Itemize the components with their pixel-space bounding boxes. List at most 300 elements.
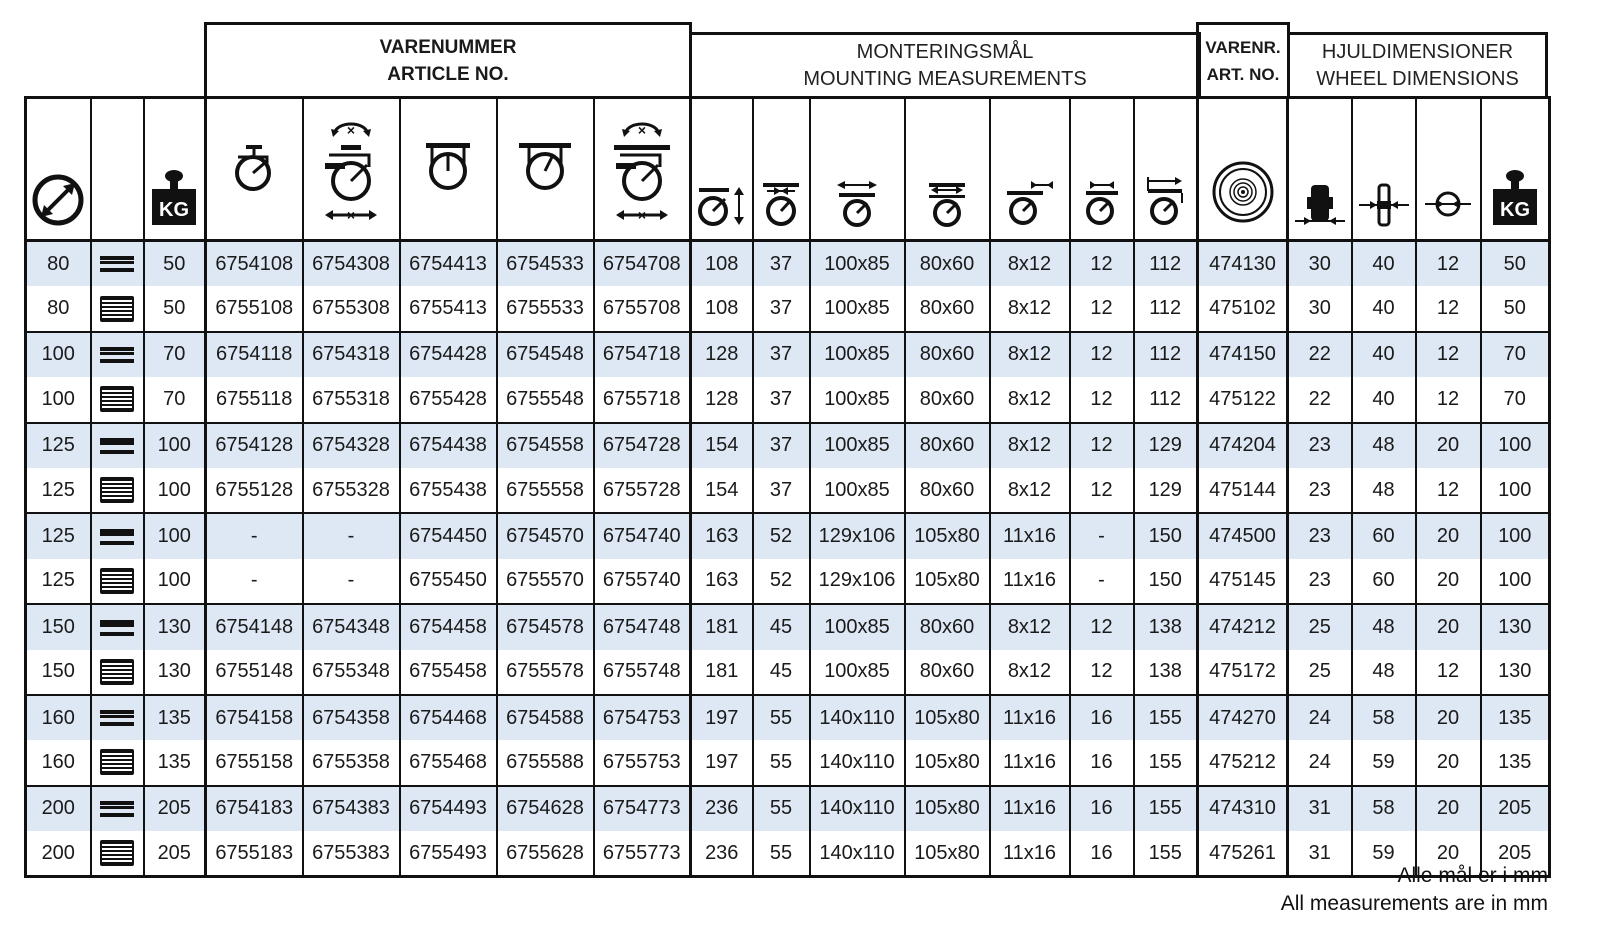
cell-article-no: 6754533 [497,241,594,287]
cell-mounting: 154 [691,468,753,513]
cell-tread [91,332,144,377]
svg-text:×: × [346,122,356,138]
cell-mounting: 37 [753,286,810,331]
wheel-icon [1212,161,1274,223]
table-row [26,423,1550,468]
cell-diameter: 80 [26,241,91,287]
cell-mounting: 55 [753,695,810,740]
cell-wheel-art-no: 474150 [1198,332,1288,377]
cell-wheel-dim: 60 [1352,559,1416,604]
cell-mounting: 12 [1070,604,1134,649]
cell-mounting: 80x60 [905,650,990,695]
cell-mounting: 37 [753,423,810,468]
cell-article-no: - [206,559,303,604]
cell-diameter: 150 [26,604,91,649]
cell-mounting: 55 [753,740,810,785]
cell-article-no: 6754118 [206,332,303,377]
cell-tread [91,468,144,513]
cell-article-no: 6754358 [303,695,400,740]
swivel-castor-icon [231,143,277,193]
col-header-swivel-radius [1134,98,1198,241]
cell-diameter: 125 [26,468,91,513]
cell-diameter: 100 [26,332,91,377]
article-no-group-header [204,22,692,99]
cell-mounting: 100x85 [810,468,905,513]
swivel-plate-castor-with-brake-icon [610,119,674,227]
cell-article-no: 6755740 [594,559,691,604]
single-tread-icon [100,529,134,545]
col-header-tread [91,98,144,241]
cell-wheel-dim: 40 [1352,332,1416,377]
cell-wheel-dim: 23 [1288,423,1352,468]
cell-mounting: 11x16 [990,513,1070,558]
cell-wheel-dim: 12 [1416,286,1481,331]
col-header-wheel [1198,98,1288,241]
cell-wheel-dim: 12 [1416,377,1481,422]
cell-wheel-dim: 100 [1481,559,1550,604]
bolt-size-icon [1082,181,1122,227]
cell-article-no: 6754570 [497,513,594,558]
cell-load: 205 [144,786,206,831]
cell-mounting: 16 [1070,695,1134,740]
single-tread-icon [100,801,134,817]
cell-mounting: 236 [691,786,753,831]
cell-mounting: 181 [691,604,753,649]
wheel-dim-header-line2: WHEEL DIMENSIONS [1316,67,1519,90]
overall-height-icon [697,185,747,227]
cell-mounting: 155 [1134,786,1198,831]
mounting-header-line1: MONTERINGSMÅL [856,40,1034,63]
cell-diameter: 125 [26,559,91,604]
cell-article-no: 6755383 [303,831,400,877]
mounting-header-line2: MOUNTING MEASUREMENTS [803,67,1087,90]
cell-article-no: 6754748 [594,604,691,649]
cell-mounting: 12 [1070,377,1134,422]
cell-article-no: - [303,513,400,558]
cell-wheel-dim: 58 [1352,786,1416,831]
cell-article-no: 6755450 [400,559,497,604]
cell-article-no: 6755128 [206,468,303,513]
cell-wheel-dim: 22 [1288,332,1352,377]
multi-tread-icon [100,568,134,594]
cell-article-no: 6754348 [303,604,400,649]
col-header-wheel-width [1288,98,1352,241]
cell-article-no: 6755718 [594,377,691,422]
cell-wheel-dim: 70 [1481,377,1550,422]
cell-article-no: 6755578 [497,650,594,695]
cell-mounting: 100x85 [810,332,905,377]
cell-wheel-art-no: 474310 [1198,786,1288,831]
col-header-axle-bore [1416,98,1481,241]
multi-tread-icon [100,477,134,503]
cell-mounting: 236 [691,831,753,877]
cell-wheel-dim: 20 [1416,740,1481,785]
cell-mounting: 45 [753,650,810,695]
cell-mounting: 100x85 [810,650,905,695]
cell-article-no: 6754318 [303,332,400,377]
cell-mounting: 8x12 [990,604,1070,649]
cell-mounting: - [1070,513,1134,558]
cell-wheel-dim: 20 [1416,695,1481,740]
cell-diameter: 100 [26,377,91,422]
cell-load: 130 [144,650,206,695]
cell-wheel-dim: 205 [1481,831,1550,877]
cell-tread [91,831,144,877]
fixed-castor-plate-icon [519,141,571,193]
cell-article-no: 6755728 [594,468,691,513]
cell-wheel-dim: 40 [1352,377,1416,422]
cell-mounting: 197 [691,740,753,785]
cell-article-no: 6754728 [594,423,691,468]
cell-diameter: 200 [26,786,91,831]
cell-wheel-dim: 23 [1288,513,1352,558]
cell-mounting: 16 [1070,786,1134,831]
cell-wheel-dim: 135 [1481,740,1550,785]
cell-article-no: 6755748 [594,650,691,695]
cell-article-no: 6754158 [206,695,303,740]
cell-mounting: 11x16 [990,786,1070,831]
cell-mounting: 37 [753,332,810,377]
cell-wheel-dim: 20 [1416,513,1481,558]
cell-load: 70 [144,377,206,422]
cell-mounting: 140x110 [810,831,905,877]
cell-mounting: 155 [1134,740,1198,785]
cell-article-no: 6755628 [497,831,594,877]
cell-mounting: - [1070,559,1134,604]
cell-article-no: 6754753 [594,695,691,740]
cell-mounting: 140x110 [810,786,905,831]
col-header-height [691,98,753,241]
cell-mounting: 80x60 [905,241,990,287]
cell-mounting: 108 [691,286,753,331]
cell-mounting: 100x85 [810,377,905,422]
wheel-width-icon [1293,183,1347,227]
cell-mounting: 181 [691,650,753,695]
cell-wheel-dim: 20 [1416,786,1481,831]
cell-wheel-dim: 100 [1481,468,1550,513]
cell-load: 100 [144,513,206,558]
cell-mounting: 112 [1134,377,1198,422]
cell-tread [91,241,144,287]
multi-tread-icon [100,659,134,685]
cell-article-no: 6755118 [206,377,303,422]
cell-tread [91,513,144,558]
cell-tread [91,604,144,649]
cell-tread [91,740,144,785]
col-header-fixed-plate [497,98,594,241]
single-tread-icon [100,256,134,272]
cell-tread [91,650,144,695]
cell-article-no: 6754493 [400,786,497,831]
cell-wheel-dim: 31 [1288,786,1352,831]
cell-article-no: 6754328 [303,423,400,468]
cell-load: 135 [144,740,206,785]
offset-icon [761,181,801,227]
cell-article-no: 6755588 [497,740,594,785]
cell-wheel-dim: 25 [1288,650,1352,695]
cell-mounting: 8x12 [990,241,1070,287]
cell-article-no: 6754128 [206,423,303,468]
multi-tread-icon [100,749,134,775]
col-header-bolt-size [1070,98,1134,241]
cell-mounting: 8x12 [990,286,1070,331]
cell-wheel-dim: 22 [1288,377,1352,422]
cell-article-no: 6754183 [206,786,303,831]
cell-load: 70 [144,332,206,377]
cell-wheel-art-no: 474212 [1198,604,1288,649]
article-header-line2: ARTICLE NO. [387,63,509,85]
cell-wheel-dim: 20 [1416,559,1481,604]
cell-article-no: 6754718 [594,332,691,377]
cell-wheel-dim: 130 [1481,604,1550,649]
cell-mounting: 12 [1070,241,1134,287]
cell-article-no: 6754578 [497,604,594,649]
cell-wheel-dim: 48 [1352,604,1416,649]
cell-load: 130 [144,604,206,649]
col-header-plate-size [810,98,905,241]
cell-article-no: 6755438 [400,468,497,513]
table-row [26,332,1550,377]
cell-wheel-dim: 58 [1352,695,1416,740]
cell-mounting: 16 [1070,831,1134,877]
cell-article-no: 6754308 [303,241,400,287]
cell-mounting: 105x80 [905,513,990,558]
cell-load: 100 [144,559,206,604]
cell-article-no: 6755158 [206,740,303,785]
cell-tread [91,559,144,604]
cell-wheel-art-no: 475102 [1198,286,1288,331]
cell-article-no: 6755753 [594,740,691,785]
cell-tread [91,286,144,331]
cell-wheel-dim: 50 [1481,241,1550,287]
swivel-radius-icon [1144,177,1186,227]
cell-mounting: 16 [1070,740,1134,785]
cell-wheel-dim: 12 [1416,650,1481,695]
cell-mounting: 55 [753,831,810,877]
footer-note-english: All measurements are in mm [1280,892,1548,915]
cell-wheel-dim: 130 [1481,650,1550,695]
cell-article-no: 6755533 [497,286,594,331]
load-kg-icon-label: KG [159,199,190,221]
cell-wheel-dim: 20 [1416,604,1481,649]
cell-wheel-dim: 31 [1288,831,1352,877]
mounting-measurements-group-header [689,32,1201,99]
cell-wheel-dim: 100 [1481,513,1550,558]
table-row [26,740,1550,785]
cell-wheel-dim: 40 [1352,286,1416,331]
cell-mounting: 105x80 [905,786,990,831]
cell-diameter: 125 [26,513,91,558]
col-header-hole-spacing [905,98,990,241]
axle-bore-icon [1423,189,1473,219]
plate-size-icon [835,181,879,227]
cell-article-no: 6754108 [206,241,303,287]
cell-wheel-dim: 12 [1416,468,1481,513]
table-row [26,377,1550,422]
cell-wheel-art-no: 475172 [1198,650,1288,695]
cell-article-no: 6754458 [400,604,497,649]
cell-diameter: 150 [26,650,91,695]
table-row [26,786,1550,831]
cell-article-no: 6755773 [594,831,691,877]
wheel-diameter-icon [31,173,85,227]
cell-mounting: 128 [691,377,753,422]
cell-article-no: 6754740 [594,513,691,558]
cell-mounting: 138 [1134,650,1198,695]
cell-article-no: 6755468 [400,740,497,785]
cell-mounting: 8x12 [990,377,1070,422]
cell-article-no: 6755570 [497,559,594,604]
col-header-swivel [206,98,303,241]
cell-article-no: 6755358 [303,740,400,785]
cell-mounting: 140x110 [810,695,905,740]
cell-tread [91,786,144,831]
cell-load: 100 [144,468,206,513]
wheel-load-kg-icon-label: KG [1499,199,1530,221]
table-row [26,831,1550,877]
cell-mounting: 138 [1134,604,1198,649]
cell-wheel-art-no: 474204 [1198,423,1288,468]
cell-mounting: 52 [753,513,810,558]
hub-length-icon [1357,183,1411,227]
fixed-castor-icon [424,141,472,193]
cell-mounting: 12 [1070,423,1134,468]
cell-wheel-dim: 50 [1481,286,1550,331]
cell-wheel-dim: 135 [1481,695,1550,740]
col-header-wheel-load [1481,98,1550,241]
cell-wheel-dim: 12 [1416,332,1481,377]
cell-mounting: 52 [753,559,810,604]
footer-note-danish: Alle mål er i mm [1397,864,1548,887]
cell-load: 50 [144,241,206,287]
cell-wheel-dim: 20 [1416,423,1481,468]
cell-diameter: 200 [26,831,91,877]
cell-article-no: 6755183 [206,831,303,877]
cell-article-no: 6755558 [497,468,594,513]
cell-wheel-art-no: 475122 [1198,377,1288,422]
cell-article-no: 6754628 [497,786,594,831]
table-row [26,650,1550,695]
castor-spec-table [24,96,1551,878]
cell-mounting: 129x106 [810,513,905,558]
table-row [26,695,1550,740]
svg-text:×: × [346,207,356,223]
cell-mounting: 8x12 [990,423,1070,468]
cell-article-no: 6755308 [303,286,400,331]
cell-mounting: 100x85 [810,604,905,649]
cell-mounting: 150 [1134,559,1198,604]
cell-mounting: 12 [1070,650,1134,695]
bolt-hole-icon [1003,181,1057,227]
cell-article-no: 6754558 [497,423,594,468]
col-header-swivel-plate-brake [594,98,691,241]
hole-spacing-icon [925,181,969,227]
cell-article-no: 6755708 [594,286,691,331]
cell-mounting: 155 [1134,695,1198,740]
cell-mounting: 105x80 [905,559,990,604]
cell-load: 100 [144,423,206,468]
wheel-art-header-line2: ART. NO. [1206,64,1280,84]
single-tread-icon [100,347,134,363]
wheel-dimensions-group-header [1287,32,1548,99]
cell-mounting: 8x12 [990,468,1070,513]
cell-wheel-art-no: 474270 [1198,695,1288,740]
cell-wheel-dim: 23 [1288,468,1352,513]
swivel-castor-with-brake-icon [319,119,383,227]
cell-mounting: 100x85 [810,286,905,331]
cell-article-no: 6755348 [303,650,400,695]
cell-mounting: 11x16 [990,740,1070,785]
cell-wheel-dim: 59 [1352,831,1416,877]
cell-mounting: 129 [1134,423,1198,468]
single-tread-icon [100,620,134,636]
cell-wheel-dim: 60 [1352,513,1416,558]
col-header-load [144,98,206,241]
cell-tread [91,423,144,468]
cell-mounting: 112 [1134,332,1198,377]
cell-tread [91,695,144,740]
cell-wheel-dim: 30 [1288,286,1352,331]
cell-wheel-dim: 24 [1288,740,1352,785]
cell-wheel-art-no: 474500 [1198,513,1288,558]
cell-mounting: 100x85 [810,241,905,287]
cell-wheel-dim: 30 [1288,241,1352,287]
col-header-bolt-hole [990,98,1070,241]
cell-mounting: 37 [753,377,810,422]
cell-mounting: 80x60 [905,377,990,422]
cell-article-no: 6754383 [303,786,400,831]
cell-article-no: 6755318 [303,377,400,422]
wheel-dim-header-line1: HJULDIMENSIONER [1321,40,1514,63]
cell-article-no: 6754450 [400,513,497,558]
col-header-hub-length [1352,98,1416,241]
cell-article-no: - [206,513,303,558]
cell-wheel-art-no: 475145 [1198,559,1288,604]
cell-mounting: 12 [1070,286,1134,331]
cell-mounting: 11x16 [990,559,1070,604]
single-tread-icon [100,710,134,726]
cell-mounting: 11x16 [990,695,1070,740]
article-header-line1: VARENUMMER [379,36,517,58]
col-header-swivel-brake [303,98,400,241]
cell-mounting: 80x60 [905,423,990,468]
cell-article-no: 6754708 [594,241,691,287]
cell-wheel-art-no: 475212 [1198,740,1288,785]
cell-load: 205 [144,831,206,877]
col-header-offset [753,98,810,241]
cell-mounting: 128 [691,332,753,377]
cell-article-no: 6755428 [400,377,497,422]
cell-mounting: 129x106 [810,559,905,604]
cell-wheel-art-no: 475261 [1198,831,1288,877]
cell-wheel-dim: 25 [1288,604,1352,649]
table-row [26,604,1550,649]
cell-load: 50 [144,286,206,331]
wheel-load-kg-icon [1492,169,1538,227]
cell-mounting: 140x110 [810,740,905,785]
svg-text:×: × [637,122,646,138]
load-kg-icon [151,169,197,227]
cell-article-no: 6755493 [400,831,497,877]
cell-article-no: 6754148 [206,604,303,649]
table-row [26,241,1550,287]
cell-wheel-dim: 48 [1352,468,1416,513]
cell-wheel-dim: 40 [1352,241,1416,287]
cell-wheel-dim: 12 [1416,241,1481,287]
cell-wheel-dim: 205 [1481,786,1550,831]
cell-mounting: 80x60 [905,468,990,513]
cell-article-no: 6754468 [400,695,497,740]
